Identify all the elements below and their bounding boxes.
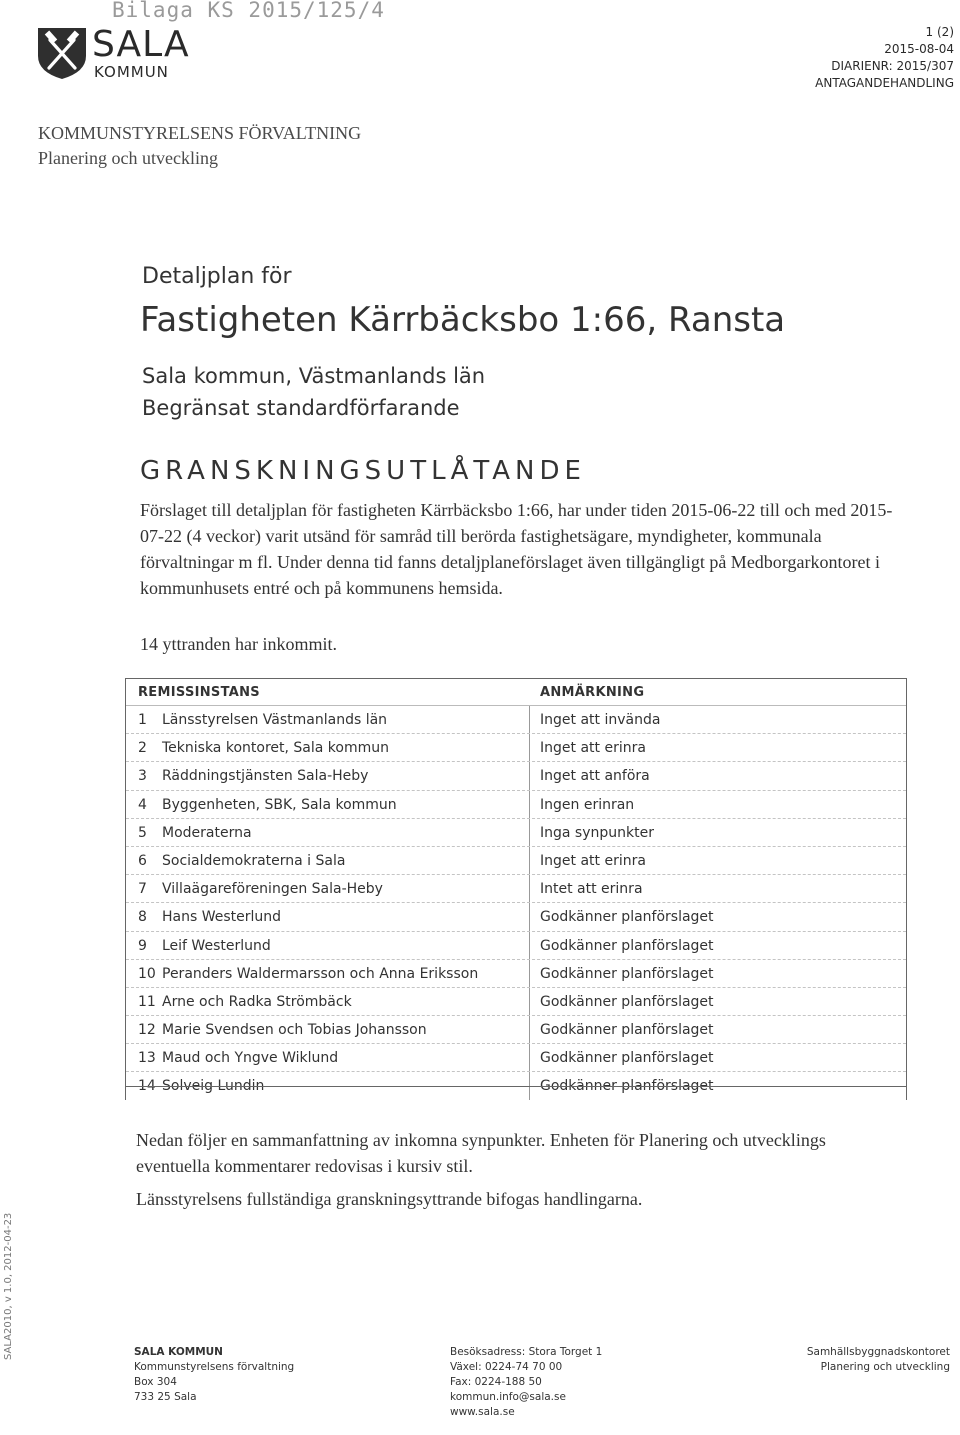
row-instance: Maud och Yngve Wiklund [162, 1050, 339, 1067]
row-number: 5 [138, 824, 147, 841]
footer-org-dept: Kommunstyrelsens förvaltning [134, 1361, 295, 1373]
row-remark: Inget att erinra [540, 740, 646, 757]
row-remark: Ingen erinran [540, 796, 635, 813]
row-number: 9 [138, 937, 147, 954]
summary-paragraph: Nedan följer en sammanfattning av inkomna synpunkter. Enheten för Planering och utvecklings eventuella kommentarer redovisas i kursiv stil. [136, 1130, 826, 1176]
row-instance: Moderaterna [162, 824, 252, 841]
footer-postcode: 733 25 Sala [134, 1391, 197, 1403]
column-header-remissinstans: REMISSINSTANS [138, 685, 260, 700]
footer-box: Box 304 [134, 1376, 177, 1388]
row-remark: Inget att invända [540, 712, 661, 728]
summary-attachment-note: Länsstyrelsens fullständiga granskningsyttrande bifogas handlingarna. [136, 1189, 643, 1209]
column-header-anmarkning: ANMÄRKNING [540, 685, 645, 700]
row-instance: Marie Svendsen och Tobias Johansson [162, 1022, 427, 1039]
table-row [126, 1072, 906, 1099]
row-number: 14 [138, 1078, 156, 1095]
footer-visit-address: Besöksadress: Stora Torget 1 [450, 1346, 603, 1358]
department [38, 121, 361, 171]
row-remark: Godkänner planförslaget [540, 993, 714, 1010]
row-remark: Godkänner planförslaget [540, 1050, 714, 1067]
table-row [126, 960, 906, 988]
row-number: 8 [138, 909, 147, 926]
template-version-code: SALA2010, v 1.0, 2012-04-23 [3, 1212, 14, 1360]
table-row [126, 1044, 906, 1072]
table-header [126, 679, 906, 706]
row-number: 3 [138, 768, 147, 785]
footer-contact [450, 1345, 602, 1420]
footer-website: www.sala.se [450, 1406, 515, 1418]
department-unit: Planering och utveckling [38, 148, 218, 168]
row-remark: Godkänner planförslaget [540, 1078, 714, 1095]
row-remark: Inga synpunkter [540, 824, 654, 841]
row-number: 4 [138, 796, 147, 813]
row-number: 2 [138, 740, 147, 757]
table-row [126, 875, 906, 903]
row-remark: Godkänner planförslaget [540, 909, 714, 926]
document-type: ANTAGANDEHANDLING [815, 76, 954, 90]
row-instance: Hans Westerlund [162, 909, 282, 926]
row-instance: Socialdemokraterna i Sala [162, 852, 346, 869]
row-number: 11 [138, 993, 156, 1010]
logo-wordmark: SALA [92, 24, 190, 65]
table-row [126, 847, 906, 875]
table-row [126, 706, 906, 734]
crossed-hammers-crest-icon [36, 26, 88, 80]
row-number: 10 [138, 965, 156, 982]
row-remark: Inget att erinra [540, 852, 646, 869]
table-row [126, 903, 906, 931]
document-date: 2015-08-04 [884, 42, 954, 56]
row-instance: Tekniska kontoret, Sala kommun [162, 740, 389, 757]
footer-phone: Växel: 0224-74 70 00 [450, 1361, 563, 1373]
row-number: 7 [138, 881, 147, 898]
footer-office-unit: Planering och utveckling [820, 1361, 950, 1373]
table-row [126, 762, 906, 790]
table-row [126, 1016, 906, 1044]
row-number: 1 [138, 712, 147, 728]
footer-office [807, 1345, 950, 1375]
footer-email: kommun.info@sala.se [450, 1391, 566, 1403]
page-title: Fastigheten Kärrbäcksbo 1:66, Ransta [140, 300, 786, 340]
row-remark: Inget att anföra [540, 768, 650, 785]
department-name: KOMMUNSTYRELSENS FÖRVALTNING [38, 123, 362, 143]
footer-fax: Fax: 0224-188 50 [450, 1376, 542, 1388]
table-row [126, 932, 906, 960]
row-instance: Peranders Waldermarsson och Anna Eriksson [162, 965, 479, 982]
row-number: 6 [138, 852, 147, 869]
row-remark: Godkänner planförslaget [540, 1022, 714, 1039]
row-number: 13 [138, 1050, 156, 1067]
table-row [126, 988, 906, 1016]
footer-address [134, 1345, 294, 1405]
row-remark: Godkänner planförslaget [540, 937, 714, 954]
row-instance: Leif Westerlund [162, 937, 271, 954]
row-instance: Räddningstjänsten Sala-Heby [162, 768, 369, 785]
report-body: Förslaget till detaljplan för fastigheten Kärrbäcksbo 1:66, har under tiden 2015-06-22 till och med 2015-07-22 (4 veckor) varit utsänd för samråd till berörda fastighetsägare, myndigheter, kommunala förvaltningar m fl. Under denna tid fanns detaljplaneförslaget även tillgängligt på Medborgarkontoret i kommunhusets entré och på kommunens hemsida. [140, 500, 893, 598]
heading-location: Sala kommun, Västmanlands län [142, 364, 486, 388]
row-remark: Intet att erinra [540, 881, 643, 898]
row-instance: Länsstyrelsen Västmanlands län [162, 712, 388, 728]
heading-subtitle [142, 360, 485, 424]
report-title: GRANSKNINGSUTLÅTANDE [140, 456, 586, 486]
consultation-table [125, 678, 907, 1100]
page-number: 1 (2) [925, 25, 954, 39]
footer-office-name: Samhällsbyggnadskontoret [806, 1346, 950, 1358]
heading-pre: Detaljplan för [142, 264, 292, 289]
document-meta [815, 24, 954, 92]
row-remark: Godkänner planförslaget [540, 965, 714, 982]
row-instance: Arne och Radka Strömbäck [162, 993, 352, 1010]
diary-number: DIARIENR: 2015/307 [831, 59, 954, 73]
row-number: 12 [138, 1022, 156, 1039]
table-row [126, 791, 906, 819]
heading-procedure: Begränsat standardförfarande [142, 396, 460, 420]
row-instance: Solveig Lundin [162, 1078, 265, 1095]
logo-subtitle: KOMMUN [94, 63, 169, 81]
table-row [126, 734, 906, 762]
archive-stamp: Bilaga KS 2015/125/4 [112, 0, 385, 22]
sala-kommun-logo [36, 24, 190, 82]
row-instance: Villaägareföreningen Sala-Heby [162, 881, 383, 898]
table-row [126, 819, 906, 847]
row-instance: Byggenheten, SBK, Sala kommun [162, 796, 397, 813]
footer-org-name: SALA KOMMUN [134, 1346, 223, 1358]
statement-count: 14 yttranden har inkommit. [140, 634, 337, 654]
